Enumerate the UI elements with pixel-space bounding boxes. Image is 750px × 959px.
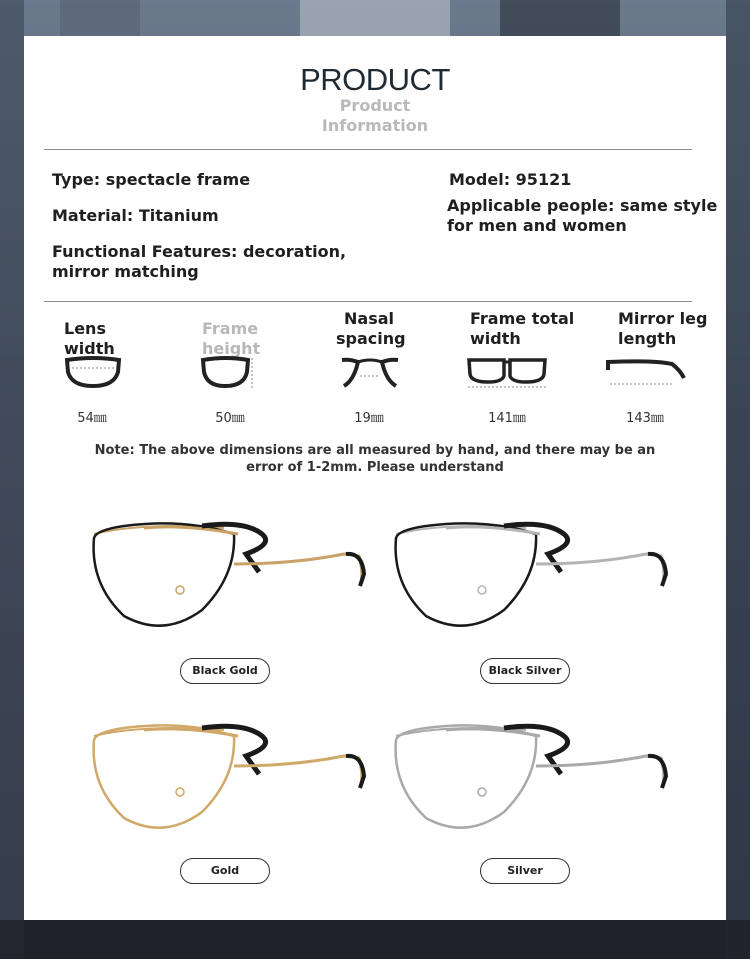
variant-label-silver[interactable]: Silver — [480, 858, 570, 884]
variant-label-gold[interactable]: Gold — [180, 858, 270, 884]
frame-height-icon — [200, 354, 260, 390]
dim-label-lens-width: Lens width — [64, 319, 115, 358]
glasses-silver-image — [386, 716, 676, 836]
page-title: PRODUCT — [300, 62, 450, 97]
nasal-spacing-icon — [340, 354, 400, 390]
glasses-gold-image — [84, 716, 374, 836]
page-subtitle-2: Information — [321, 116, 429, 135]
variant-label-black-silver[interactable]: Black Silver — [480, 658, 570, 684]
spec-people: Applicable people: same style for men and women — [447, 196, 718, 235]
dim-value-frame-total-width: 141㎜ — [488, 411, 526, 426]
spec-type: Type: spectacle frame — [52, 170, 251, 189]
header — [24, 64, 726, 136]
dim-label-frame-height: Frame height — [202, 319, 261, 358]
glasses-black-silver-image — [386, 514, 676, 634]
divider-top — [44, 149, 692, 150]
dim-value-lens-width: 54㎜ — [77, 411, 107, 426]
measurement-note: Note: The above dimensions are all measured by hand, and there may be an error of 1-2mm. Please understand — [94, 443, 656, 475]
spec-model: Model: 95121 — [449, 170, 572, 189]
dim-value-nasal-spacing: 19㎜ — [354, 411, 384, 426]
spec-features: Functional Features: decoration, mirror matching — [52, 242, 347, 281]
dim-value-mirror-leg-length: 143㎜ — [626, 411, 664, 426]
frame-total-width-icon — [466, 354, 548, 390]
product-info-card — [24, 36, 726, 920]
dim-value-frame-height: 50㎜ — [215, 411, 245, 426]
variant-label-black-gold[interactable]: Black Gold — [180, 658, 270, 684]
dim-label-mirror-leg-length: Mirror leg length — [618, 309, 708, 348]
glasses-black-gold-image — [84, 514, 374, 634]
dim-label-frame-total-width: Frame total width — [470, 309, 575, 348]
lens-width-icon — [64, 354, 122, 390]
mirror-leg-length-icon — [604, 354, 688, 390]
spec-material: Material: Titanium — [52, 206, 219, 225]
page-subtitle: Product — [339, 96, 411, 115]
dim-label-nasal-spacing: Nasal spacing — [336, 309, 406, 348]
divider-mid — [44, 301, 692, 302]
